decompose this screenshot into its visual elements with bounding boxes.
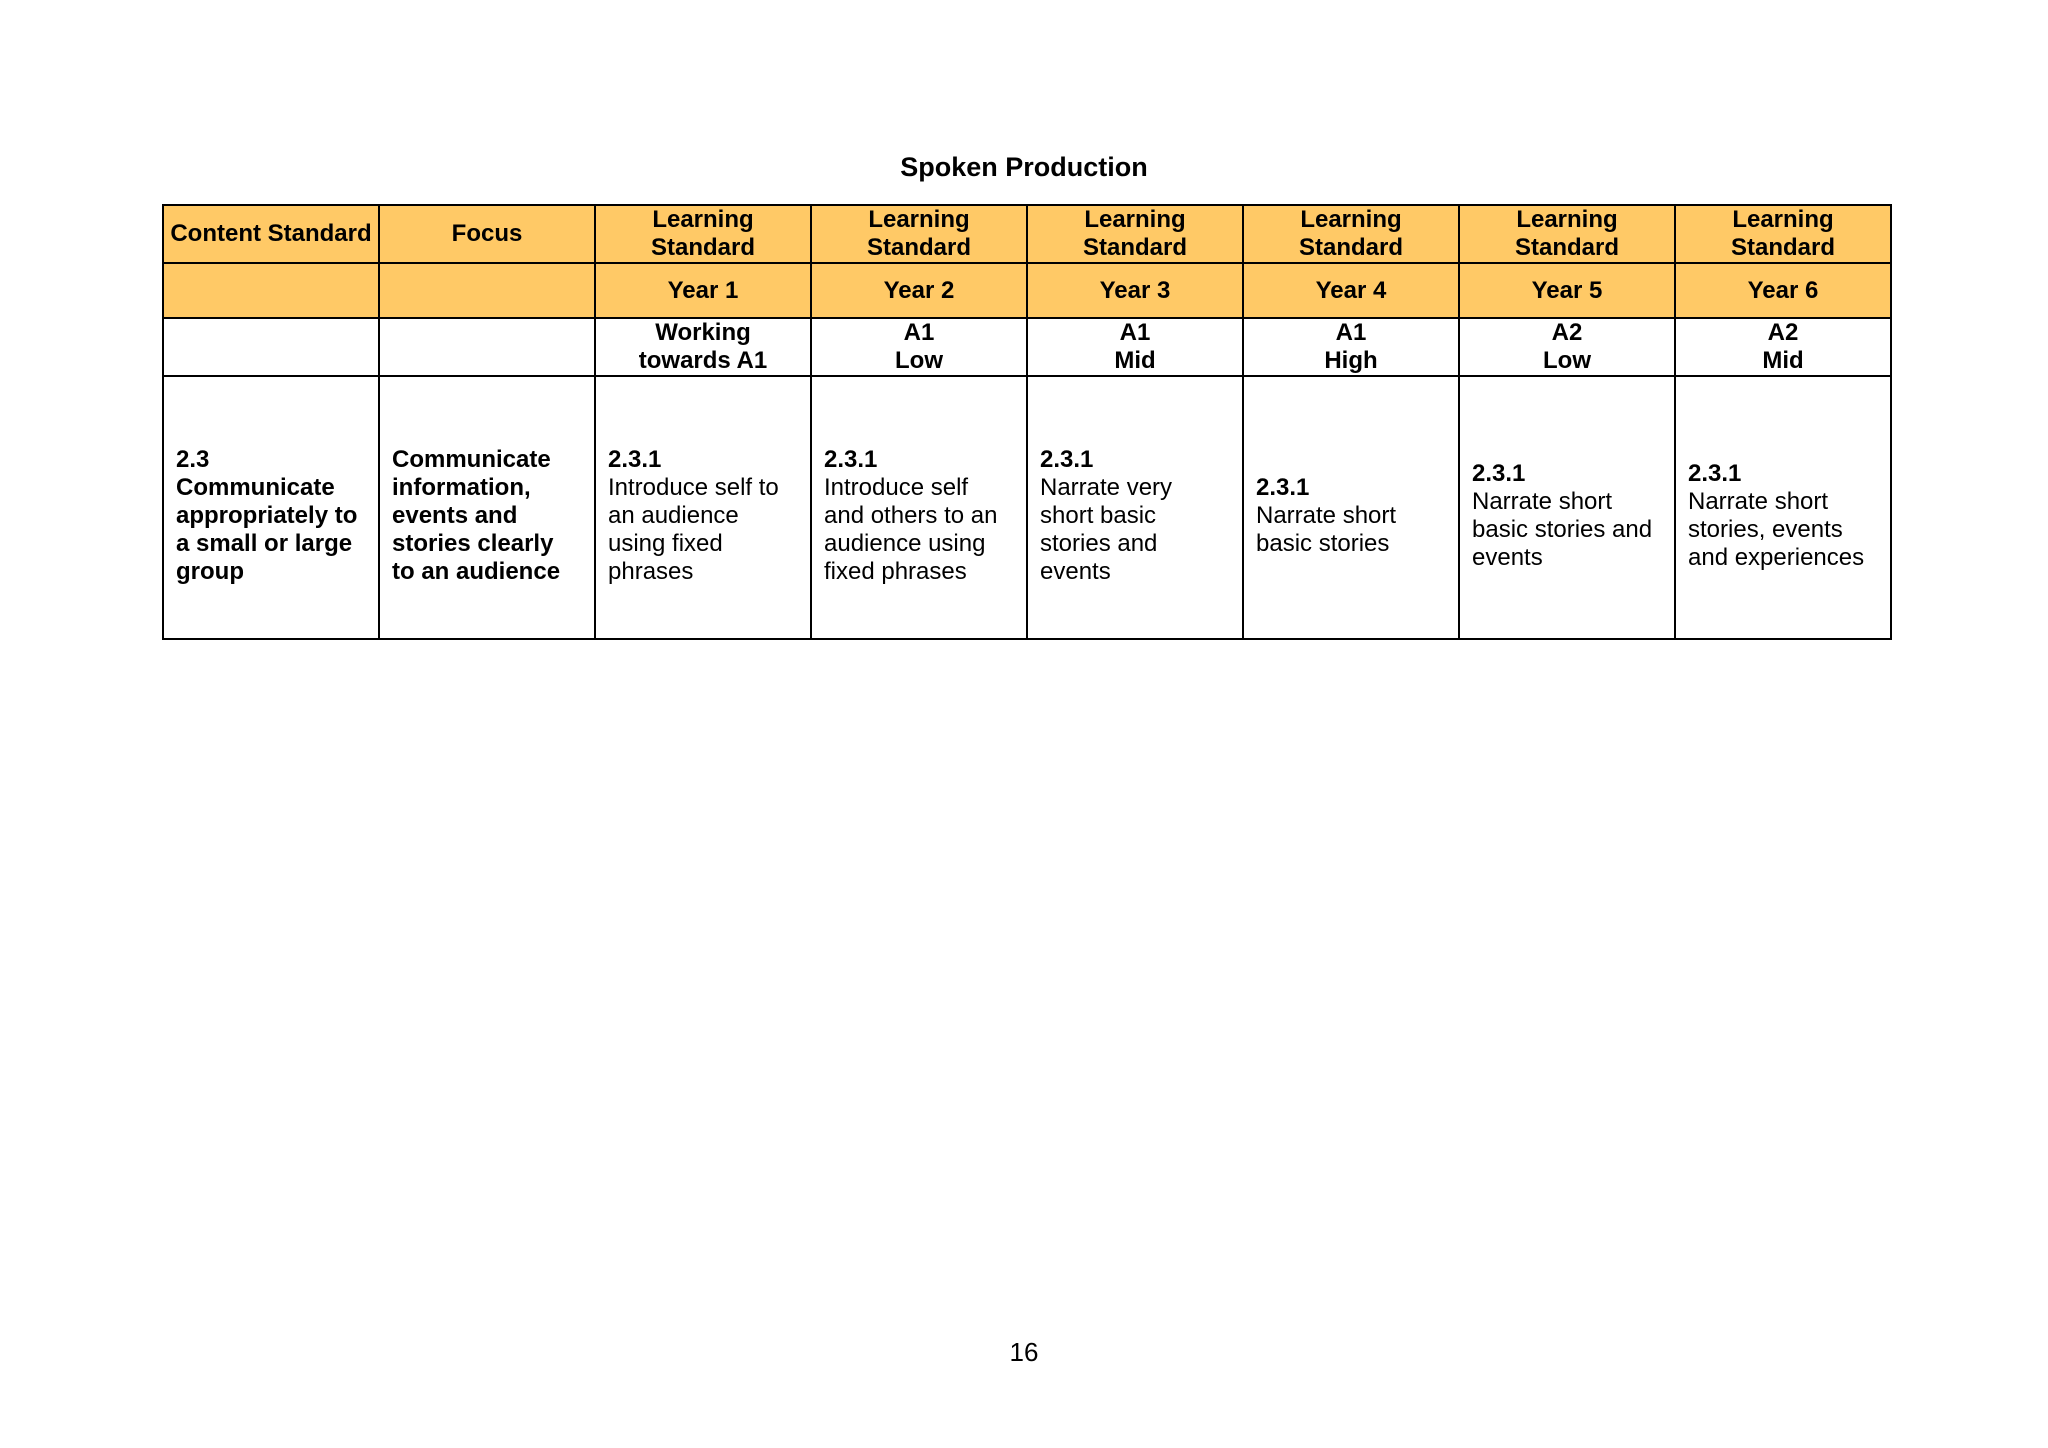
learning-standard-code: 2.3.1 (1040, 445, 1094, 473)
cefr-level-line: A2 (1551, 319, 1583, 346)
learning-standard-text: Narrate very short basic stories and events (1040, 473, 1173, 585)
header-learning-standard: Learning Standard (1459, 205, 1675, 263)
learning-standard-year-4 (1243, 376, 1459, 639)
level-row-empty-cell (163, 318, 379, 376)
learning-standard-code: 2.3.1 (824, 445, 878, 473)
content-standard-cell (163, 376, 379, 639)
cefr-level-row (163, 318, 1891, 376)
header-learning-standard: Learning Standard (1675, 205, 1891, 263)
header-row (163, 205, 1891, 263)
cefr-level-line: A2 (1767, 319, 1799, 346)
page-title: Spoken Production (900, 152, 1148, 182)
year-header-3: Year 3 (1027, 263, 1243, 318)
learning-standard-code: 2.3.1 (1256, 473, 1310, 501)
year-header-6: Year 6 (1675, 263, 1891, 318)
level-row-empty-cell (379, 318, 595, 376)
year-header-2: Year 2 (811, 263, 1027, 318)
year-row-empty-cell (379, 263, 595, 318)
cefr-level-line: towards A1 (638, 347, 768, 374)
year-header-5: Year 5 (1459, 263, 1675, 318)
cefr-level-line: Mid (1762, 347, 1804, 374)
standard-content-row (163, 376, 1891, 639)
header-focus: Focus (379, 205, 595, 263)
header-learning-standard: Learning Standard (595, 205, 811, 263)
cefr-level-year-3 (1027, 318, 1243, 376)
learning-standard-year-2 (811, 376, 1027, 639)
year-row (163, 263, 1891, 318)
cefr-level-line: A1 (1119, 319, 1151, 346)
year-header-1: Year 1 (595, 263, 811, 318)
cefr-level-line: Low (895, 347, 943, 374)
learning-standard-text: Narrate short stories, events and experiences (1688, 487, 1865, 571)
header-learning-standard: Learning Standard (811, 205, 1027, 263)
learning-standard-code: 2.3.1 (1688, 459, 1742, 487)
header-learning-standard: Learning Standard (1243, 205, 1459, 263)
content-standard-code: 2.3 (176, 445, 210, 473)
learning-standard-text: Introduce self to an audience using fixed phrases (608, 473, 779, 585)
learning-standard-year-6 (1675, 376, 1891, 639)
cefr-level-line: A1 (903, 319, 935, 346)
header-learning-standard: Learning Standard (1027, 205, 1243, 263)
cefr-level-year-2 (811, 318, 1027, 376)
cefr-level-line: Mid (1114, 347, 1156, 374)
learning-standard-code: 2.3.1 (1472, 459, 1526, 487)
header-content-standard: Content Standard (163, 205, 379, 263)
cefr-level-year-1 (595, 318, 811, 376)
learning-standard-code: 2.3.1 (608, 445, 662, 473)
page-number: 16 (1009, 1337, 1039, 1367)
focus-cell (379, 376, 595, 639)
year-header-4: Year 4 (1243, 263, 1459, 318)
cefr-level-line: High (1324, 347, 1378, 374)
focus-text: Communicate information, events and stories clearly to an audience (392, 445, 561, 585)
year-row-empty-cell (163, 263, 379, 318)
learning-standard-year-3 (1027, 376, 1243, 639)
learning-standard-text: Narrate short basic stories (1256, 501, 1397, 557)
cefr-level-year-4 (1243, 318, 1459, 376)
learning-standard-year-5 (1459, 376, 1675, 639)
cefr-level-line: Working (655, 319, 751, 346)
cefr-level-line: A1 (1335, 319, 1367, 346)
cefr-level-line: Low (1543, 347, 1591, 374)
content-standard-text: Communicate appropriately to a small or large group (176, 473, 358, 585)
learning-standard-text: Narrate short basic stories and events (1472, 487, 1653, 571)
learning-standard-year-1 (595, 376, 811, 639)
spoken-production-table (162, 204, 1892, 640)
cefr-level-year-6 (1675, 318, 1891, 376)
learning-standard-text: Introduce self and others to an audience using fixed phrases (824, 473, 998, 585)
cefr-level-year-5 (1459, 318, 1675, 376)
